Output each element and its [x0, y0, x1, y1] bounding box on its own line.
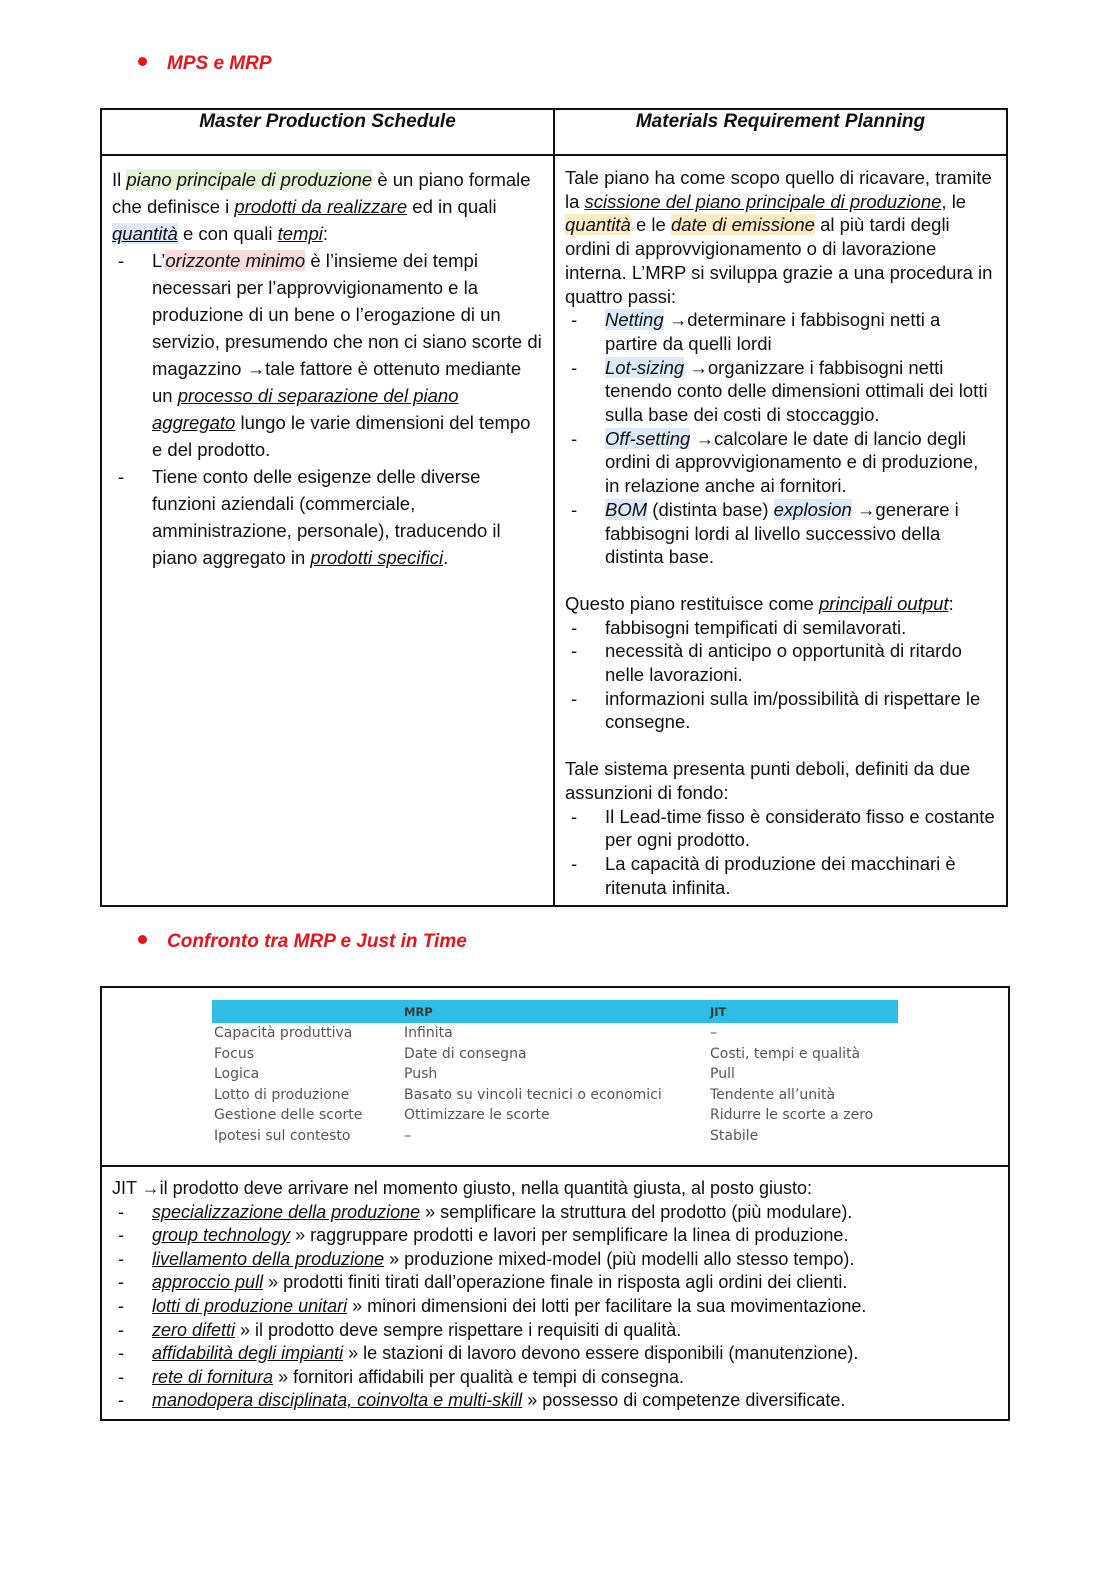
list-item: - Il Lead-time fisso è considerato fisso e costante per ogni prodotto.: [565, 805, 996, 852]
comparison-header-cell: [212, 1000, 402, 1023]
jit-intro: JIT →il prodotto deve arrivare nel momento giusto, nella quantità giusta, al posto giusto:: [112, 1178, 813, 1198]
mrp-output-list: [565, 616, 996, 735]
mrp-weakness-list: [565, 805, 996, 900]
list-item: - Lot-sizing →organizzare i fabbisogni netti tenendo conto delle dimensioni ottimali dei lotti sulla base dei costi di stoccaggio.: [565, 356, 996, 427]
mrp-output-intro: Questo piano restituisce come principali output:: [565, 592, 954, 614]
header-mrp: Materials Requirement Planning: [554, 109, 1007, 155]
list-item: - necessità di anticipo o opportunità di ritardo nelle lavorazioni.: [565, 639, 996, 686]
jit-section: [102, 1167, 1008, 1419]
jit-list: [112, 1201, 998, 1413]
bullet-dot-icon: [138, 57, 147, 66]
mrp-jit-box: [100, 986, 1010, 1421]
table-row: Logica Push Pull: [214, 1066, 735, 1083]
list-item: - specializzazione della produzione » semplificare la struttura del prodotto (più modulare).: [112, 1201, 998, 1225]
section-title: MPS e MRP: [167, 53, 272, 74]
mrp-cell: [554, 155, 1007, 906]
comparison-table: [212, 1000, 898, 1146]
list-item: - livellamento della produzione » produzione mixed-model (più modelli allo stesso tempo).: [112, 1248, 998, 1272]
list-item: - informazioni sulla im/possibilità di rispettare le consegne.: [565, 687, 996, 734]
mrp-steps-list: [565, 308, 996, 569]
comparison-header-cell: JIT: [708, 1000, 898, 1023]
list-item: - fabbisogni tempificati di semilavorati.: [565, 616, 996, 640]
table-row: Lotto di produzione Basato su vincoli tecnici o economici Tendente all’unità: [214, 1086, 836, 1103]
mps-list: [112, 247, 543, 571]
section-title: Confronto tra MRP e Just in Time: [167, 931, 467, 952]
comparison-header-row: [212, 1000, 898, 1023]
header-mps: Master Production Schedule: [101, 109, 554, 155]
comparison-header-cell: MRP: [402, 1000, 708, 1023]
table-row: Focus Date di consegna Costi, tempi e qualità: [214, 1045, 861, 1062]
section-heading-mps-mrp: [138, 53, 272, 75]
list-item: - La capacità di produzione dei macchinari è ritenuta infinita.: [565, 852, 996, 899]
list-item: - affidabilità degli impianti » le stazioni di lavoro devono essere disponibili (manutenzione).: [112, 1342, 998, 1366]
mps-intro: Il piano principale di produzione è un piano formale che definisce i prodotti da realizzare ed in quali quantità e con quali tempi:: [112, 169, 531, 244]
list-item: - L’orizzonte minimo è l’insieme dei tempi necessari per l’approvvigionamento e la produzione di un bene o l’erogazione di un servizio, presumendo che non ci siano scorte di magazzino →tale fattore è ottenuto mediante un processo di separazione del piano aggregato lungo le varie dimensioni del tempo e del prodotto.: [112, 247, 543, 463]
bullet-dot-icon: [138, 935, 147, 944]
list-item: - Netting →determinare i fabbisogni netti a partire da quelli lordi: [565, 308, 996, 355]
list-item: - Tiene conto delle esigenze delle diverse funzioni aziendali (commerciale, amministrazione, personale), traducendo il piano aggregato in prodotti specifici.: [112, 463, 543, 571]
list-item: - rete di fornitura » fornitori affidabili per qualità e tempi di consegna.: [112, 1366, 998, 1390]
mrp-intro: Tale piano ha come scopo quello di ricavare, tramite la scissione del piano principale di produzione, le quantità e le date di emissione al più tardi degli ordini di approvvigionamento o di lavorazione interna. L’MRP si sviluppa grazie a una procedura in quattro passi:: [565, 167, 993, 307]
list-item: - approccio pull » prodotti finiti tirati dall’operazione finale in risposta agli ordini dei clienti.: [112, 1271, 998, 1295]
list-item: - manodopera disciplinata, coinvolta e multi-skill » possesso di competenze diversificate.: [112, 1389, 998, 1413]
table-row: Gestione delle scorte Ottimizzare le scorte Ridurre le scorte a zero: [214, 1107, 874, 1124]
list-item: - group technology » raggruppare prodotti e lavori per semplificare la linea di produzione.: [112, 1224, 998, 1248]
section-heading-mrp-jit: [138, 931, 467, 953]
table-row: Capacità produttiva Infinita –: [214, 1025, 717, 1042]
table-row: Ipotesi sul contesto – Stabile: [214, 1127, 759, 1144]
comparison-image: [102, 988, 1008, 1167]
list-item: - lotti di produzione unitari » minori dimensioni dei lotti per facilitare la sua movimentazione.: [112, 1295, 998, 1319]
mps-cell: [101, 155, 554, 906]
mps-mrp-table: [100, 108, 1008, 907]
list-item: - Off-setting →calcolare le date di lancio degli ordini di approvvigionamento e di produzione, in relazione anche ai fornitori.: [565, 427, 996, 498]
list-item: - zero difetti » il prodotto deve sempre rispettare i requisiti di qualità.: [112, 1319, 998, 1343]
mrp-weakness-intro: Tale sistema presenta punti deboli, definiti da due assunzioni di fondo:: [565, 758, 971, 803]
list-item: - BOM (distinta base) explosion →generare i fabbisogni lordi al livello successivo della distinta base.: [565, 498, 996, 569]
